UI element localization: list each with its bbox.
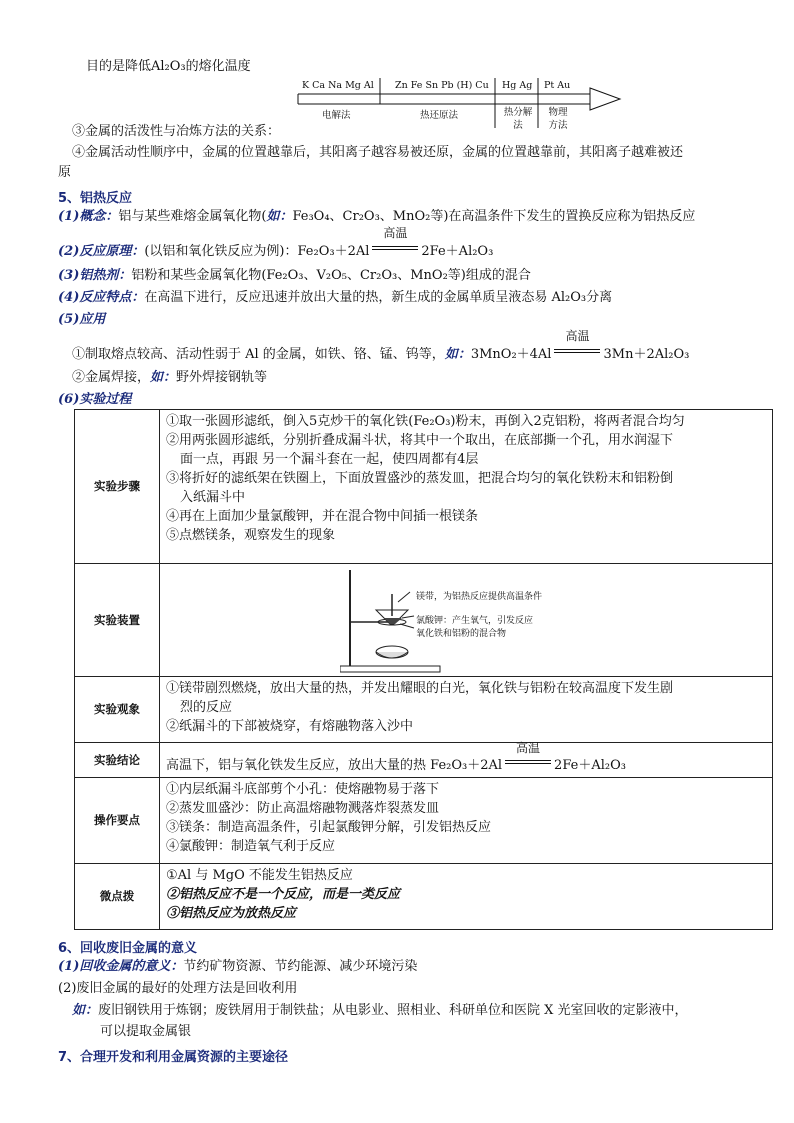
method-physical: 物理方法 (548, 107, 568, 131)
table-row (75, 410, 773, 564)
conclusion-content: 高温下，铝与氧化铁发生反应，放出大量的热 Fe₂O₃＋2Al 高温 2Fe＋Al₂O₃ (160, 743, 773, 778)
method-thermal-decomposition: 热分解法 (503, 107, 533, 131)
device-note-magnesium: 镁带，为铝热反应提供高温条件 (416, 592, 543, 602)
item-4-line-2: 原 (58, 165, 72, 180)
tips-label: 微点拨 (75, 864, 160, 930)
section-6-example: 如：废旧钢铁用于炼钢；废铁屑用于制铁盐；从电影业、照相业、科研单位和医院 X 光室回收的定影液中， (72, 1003, 688, 1018)
device-note-mixture: 氧化铁和铝粉的混合物 (416, 629, 507, 639)
series-group-4: Pt Au (544, 80, 571, 91)
experiment-table (74, 409, 773, 930)
reaction-equation: (以铝和氧化铁反应为例)：Fe₂O₃＋2Al (144, 244, 370, 259)
item-4-line-1: ④金属活动性顺序中，金属的位置越靠后，其阳离子越容易被还原，金属的位置越靠前，其阳离子越难被还 (72, 145, 684, 160)
section-6-example-cont: 可以提取金属银 (100, 1024, 192, 1039)
high-temp-condition: 高温 (554, 342, 600, 358)
application-2: ②金属焊接，如：野外焊接钢轨等 (72, 370, 268, 385)
section-6-point-1: (1)回收金属的意义：节约矿物资源、节约能源、减少环境污染 (58, 959, 418, 974)
high-temp-condition: 高温 (505, 753, 551, 769)
table-row (75, 743, 773, 778)
text-al2o3-purpose: 目的是降低Al₂O₃的熔化温度 (86, 59, 251, 74)
point-4: (4)反应特点：在高温下进行，反应迅速并放出大量的热，新生成的金属单质呈液态易 Al₂O₃分离 (58, 290, 613, 305)
table-row (75, 677, 773, 743)
operation-label: 操作要点 (75, 778, 160, 864)
point-6: (6)实验过程 (58, 392, 132, 407)
method-thermal-reduction: 热还原法 (420, 110, 459, 121)
point-2: (2)反应原理：(以铝和氧化铁反应为例)：Fe₂O₃＋2Al 高温 2Fe＋Al₂O₃ (58, 226, 494, 259)
section-7-title: 7、合理开发和利用金属资源的主要途径 (58, 1050, 289, 1065)
steps-content: ①取一张圆形滤纸，倒入5克炒干的氧化铁(Fe₂O₃)粉末，再倒入2克铝粉，将两者混合均匀 ②用两张圆形滤纸，分别折叠成漏斗状，将其中一个取出，在底部撕一个孔，用水润湿下 面一点，再跟 另一个漏斗套在一起，使四周都有4层 ③将折好的滤纸架在铁圈上，下面放置盛沙的蒸发皿，把混合均匀的氧化铁粉末和铝粉倒 入纸漏斗中 ④再在上面加少量氯酸钾，并在混合物中间插一根镁条 ⑤点燃镁条，观察发生的现象 (160, 410, 773, 564)
table-row (75, 778, 773, 864)
point-1-label: (1)概念： (58, 209, 119, 224)
steps-label: 实验步骤 (75, 410, 160, 564)
tips-content: ①Al 与 MgO 不能发生铝热反应 ②铝热反应不是一个反应，而是一类反应 ③铝热反应为放热反应 (160, 864, 773, 930)
point-1: (1)概念：铝与某些难熔金属氧化物(如：Fe₃O₄、Cr₂O₃、MnO₂等)在高温条件下发生的置换反应称为铝热反应 (58, 209, 696, 224)
table-row (75, 564, 773, 677)
section-5-title: 5、铝热反应 (58, 191, 133, 206)
application-1: ①制取熔点较高、活动性弱于 Al 的金属，如铁、铬、锰、钨等，如：3MnO₂＋4Al 高温 3Mn＋2Al₂O₃ (72, 329, 690, 362)
observation-label: 实验观象 (75, 677, 160, 743)
table-row (75, 864, 773, 930)
conclusion-label: 实验结论 (75, 743, 160, 778)
method-electrolysis: 电解法 (322, 110, 351, 121)
point-3: (3)铝热剂：铝粉和某些金属氧化物(Fe₂O₃、V₂O₅、Cr₂O₃、MnO₂等)组成的混合 (58, 268, 531, 283)
high-temp-condition: 高温 (372, 239, 418, 255)
series-group-2: Zn Fe Sn Pb (H) Cu (395, 80, 489, 91)
point-2-label: (2)反应原理： (58, 244, 145, 259)
section-6-title: 6、回收废旧金属的意义 (58, 941, 198, 956)
operation-content: ①内层纸漏斗底部剪个小孔：使熔融物易于落下 ②蒸发皿盛沙：防止高温熔融物溅落炸裂蒸发皿 ③镁条：制造高温条件，引起氯酸钾分解，引发铝热反应 ④氯酸钾：制造氧气利于反应 (160, 778, 773, 864)
item-3: ③金属的活泼性与冶炼方法的关系： (72, 124, 281, 139)
arrow-head-icon (590, 88, 620, 110)
series-group-3: Hg Ag (502, 80, 533, 91)
point-5: (5)应用 (58, 312, 106, 327)
device-content (160, 564, 773, 677)
device-label: 实验装置 (75, 564, 160, 677)
section-6-point-2: (2)废旧金属的最好的处理方法是回收利用 (58, 981, 298, 996)
series-group-1: K Ca Na Mg Al (302, 80, 374, 91)
device-note-chlorate: 氯酸钾：产生氧气，引发反应 (416, 616, 534, 626)
observation-content: ①镁带剧烈燃烧，放出大量的热，并发出耀眼的白光，氧化铁与铝粉在较高温度下发生剧 烈的反应 ②纸漏斗的下部被烧穿，有熔融物落入沙中 (160, 677, 773, 743)
